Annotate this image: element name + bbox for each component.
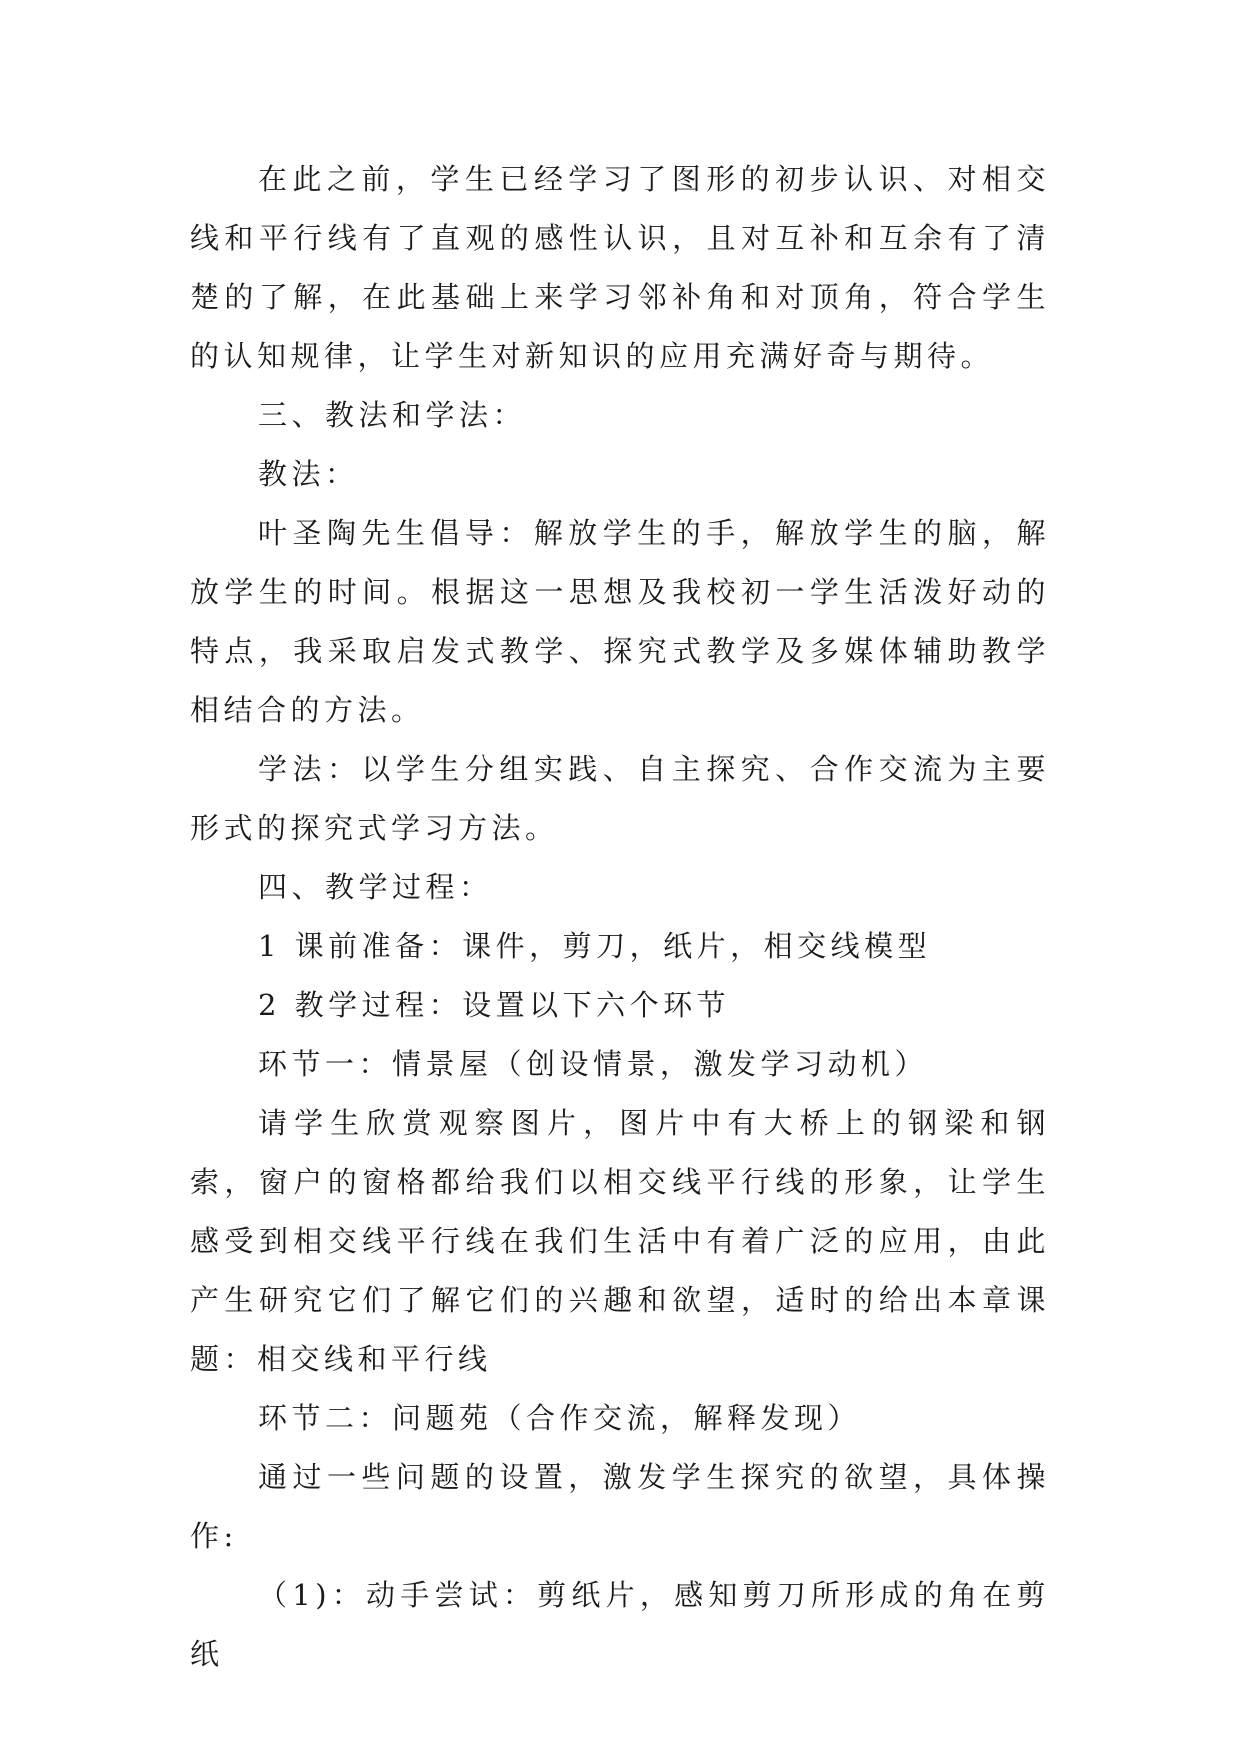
paragraph-prior-knowledge: 在此之前，学生已经学习了图形的初步认识、对相交线和平行线有了直观的感性认识，且对互补和互余有了清楚的了解，在此基础上来学习邻补角和对顶角，符合学生的认知规律，让学生对新知识的应用充满好奇与期待。 [190,162,1050,373]
paragraph-preparation: 1 课前准备：课件，剪刀，纸片，相交线模型 [258,929,932,963]
heading-step-one: 环节一：情景屋（创设情景，激发学习动机） [258,1047,929,1081]
paragraph-learning-method: 学法：以学生分组实践、自主探究、合作交流为主要形式的探究式学习方法。 [190,752,1050,845]
heading-teaching-and-learning-methods: 三、教法和学法： [258,398,527,432]
heading-teaching-method: 教法： [258,457,359,491]
paragraph-step-two-item-one: （1)：动手尝试：剪纸片，感知剪刀所形成的角在剪纸 [190,1578,1050,1671]
paragraph-process-overview: 2 教学过程：设置以下六个环节 [258,988,731,1022]
document-body [190,150,1050,1684]
heading-step-two: 环节二：问题苑（合作交流，解释发现） [258,1401,862,1435]
paragraph-step-one: 请学生欣赏观察图片，图片中有大桥上的钢梁和钢索，窗户的窗格都给我们以相交线平行线的形象，让学生感受到相交线平行线在我们生活中有着广泛的应用，由此产生研究它们了解它们的兴趣和欲望，适时的给出本章课题：相交线和平行线 [190,1106,1050,1376]
paragraph-teaching-method: 叶圣陶先生倡导：解放学生的手，解放学生的脑，解放学生的时间。根据这一思想及我校初一学生活泼好动的特点，我采取启发式教学、探究式教学及多媒体辅助教学相结合的方法。 [190,516,1050,727]
paragraph-step-two: 通过一些问题的设置，激发学生探究的欲望，具体操作: [190,1460,1050,1553]
heading-teaching-process: 四、教学过程： [258,870,493,904]
